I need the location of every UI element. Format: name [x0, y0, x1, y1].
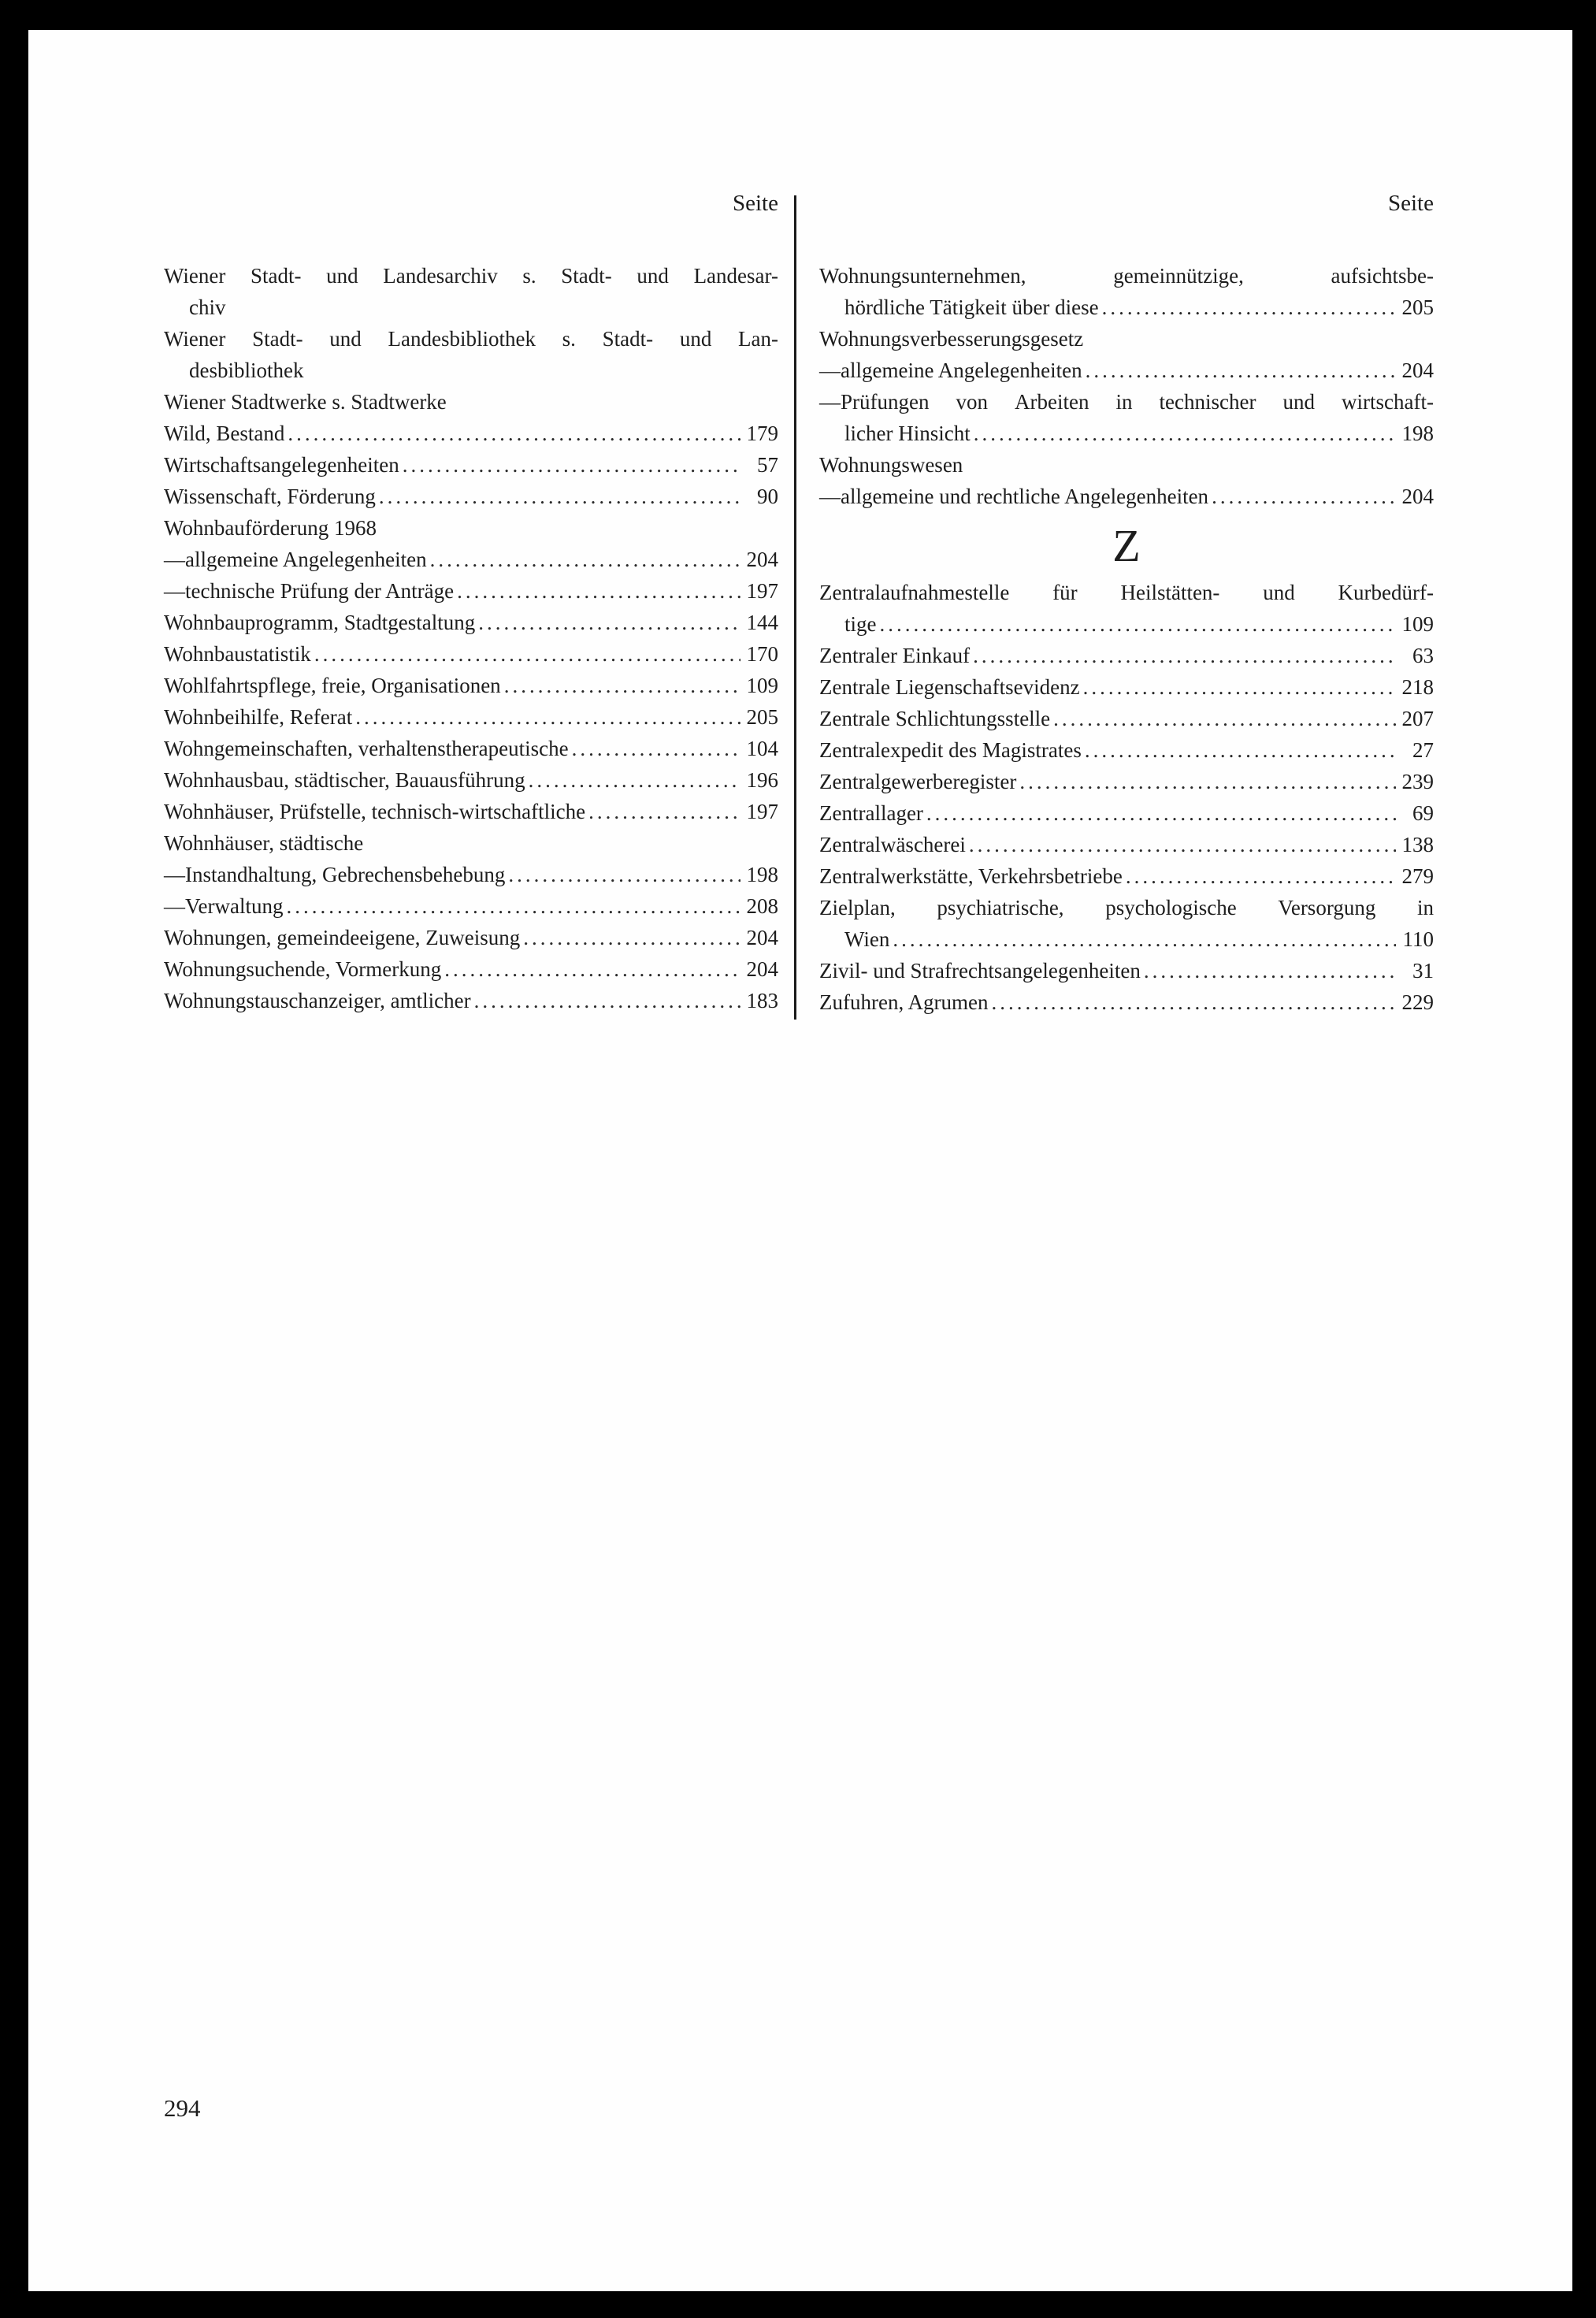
entry-line	[164, 512, 778, 544]
entry-text: Zentralgewerberegister	[819, 770, 1017, 793]
entry-line	[164, 701, 778, 733]
entry-word: für	[1052, 581, 1078, 604]
entry-text: Zentrallager	[819, 801, 923, 825]
entry-text: Wohnhäuser, städtische	[164, 831, 364, 855]
index-entry	[164, 512, 778, 544]
entry-page-number: 196	[746, 768, 778, 792]
entry-continuation-line	[819, 608, 1434, 640]
entry-first-line	[164, 323, 778, 355]
entry-page-number: 205	[1401, 295, 1434, 319]
index-entry	[164, 575, 778, 607]
dot-leader	[403, 449, 740, 481]
entry-text: Wiener Stadtwerke s. Stadtwerke	[164, 390, 447, 414]
entry-page-number: 204	[1401, 358, 1434, 382]
dot-leader	[286, 890, 740, 922]
entry-word: Landesbibliothek	[388, 327, 536, 351]
entry-page-number: 208	[746, 894, 778, 918]
page-number: 294	[164, 2094, 201, 2122]
dot-leader	[1102, 292, 1396, 323]
entry-word: Stadt-	[602, 327, 654, 351]
entry-text: Wild, Bestand	[164, 422, 285, 445]
entry-page-number: 179	[746, 422, 778, 445]
entry-word: aufsichtsbe-	[1331, 264, 1434, 288]
dot-leader	[880, 608, 1397, 640]
index-entry	[819, 955, 1434, 986]
entry-first-line	[164, 260, 778, 292]
index-entry	[164, 481, 778, 512]
entry-word: Landesarchiv	[383, 264, 498, 288]
entry-word: Versorgung	[1278, 896, 1376, 919]
column-divider	[794, 195, 796, 1020]
entry-page-number: 57	[757, 453, 778, 477]
entry-word: und	[637, 264, 669, 288]
index-entry	[164, 922, 778, 953]
entry-line	[164, 418, 778, 449]
entry-text: Wohnbaustatistik	[164, 642, 311, 666]
entry-text: —allgemeine und rechtliche Angelegenheiten	[819, 485, 1209, 508]
dot-leader	[355, 701, 740, 733]
entry-page-number: 144	[746, 611, 778, 634]
entry-continuation-line	[819, 923, 1434, 955]
entry-text: Wohnungsverbesserungsgesetz	[819, 327, 1084, 351]
index-entry	[164, 796, 778, 827]
entry-word: und	[679, 327, 712, 351]
entry-line	[164, 733, 778, 764]
entry-page-number: 218	[1401, 675, 1434, 699]
index-entry	[164, 890, 778, 922]
dot-leader	[523, 922, 740, 953]
entry-text: Wohnbauprogramm, Stadtgestaltung	[164, 611, 476, 634]
dot-leader	[926, 797, 1396, 829]
entry-text: —allgemeine Angelegenheiten	[164, 548, 427, 571]
entry-word: Stadt-	[251, 264, 302, 288]
right-entry-list	[819, 260, 1434, 1018]
entry-page-number: 90	[757, 485, 778, 508]
dot-leader	[973, 640, 1396, 671]
entry-page-number: 27	[1412, 738, 1434, 762]
index-entry	[164, 827, 778, 859]
index-entry	[164, 449, 778, 481]
entry-word: und	[329, 327, 362, 351]
dot-leader	[588, 796, 740, 827]
entry-text: —technische Prüfung der Anträge	[164, 579, 455, 603]
index-entry	[819, 386, 1434, 449]
entry-text: —Instandhaltung, Gebrechensbehebung	[164, 863, 506, 886]
dot-leader	[430, 544, 740, 575]
entry-continuation-text: Wien	[844, 927, 890, 951]
index-entry	[819, 797, 1434, 829]
index-entry	[819, 986, 1434, 1018]
entry-word: s.	[562, 327, 576, 351]
entry-page-number: 109	[1401, 612, 1434, 636]
entry-word: Stadt-	[561, 264, 612, 288]
entry-text: Wohnungstauschanzeiger, amtlicher	[164, 989, 471, 1012]
entry-first-line	[819, 577, 1434, 608]
entry-line	[164, 953, 778, 985]
index-entry	[164, 260, 778, 323]
dot-leader	[1083, 671, 1396, 703]
entry-word: Zielplan,	[819, 896, 896, 919]
entry-line	[164, 922, 778, 953]
entry-word: und	[326, 264, 358, 288]
entry-line	[819, 323, 1434, 355]
dot-leader	[314, 638, 740, 670]
entry-page-number: 204	[1401, 485, 1434, 508]
index-entry	[164, 607, 778, 638]
dot-leader	[974, 418, 1396, 449]
entry-line	[164, 796, 778, 827]
dot-leader	[529, 764, 740, 796]
entry-text: Zivil- und Strafrechtsangelegenheiten	[819, 959, 1141, 983]
index-entry	[819, 703, 1434, 734]
index-entry	[164, 544, 778, 575]
dot-leader	[1019, 766, 1396, 797]
index-entry	[819, 323, 1434, 355]
entry-line	[819, 955, 1434, 986]
entry-word: psychologische	[1105, 896, 1237, 919]
dot-leader	[1085, 734, 1396, 766]
entry-text: Wohnhäuser, Prüfstelle, technisch-wirtschaftliche	[164, 800, 586, 823]
index-entry	[164, 701, 778, 733]
entry-justified-text	[819, 386, 1434, 418]
entry-word: Kurbedürf-	[1338, 581, 1434, 604]
entry-text: Wissenschaft, Förderung	[164, 485, 376, 508]
entry-word: technischer	[1159, 390, 1256, 414]
entry-text: Wohnungsuchende, Vormerkung	[164, 957, 442, 981]
entry-line	[819, 734, 1434, 766]
entry-line	[819, 640, 1434, 671]
entry-word: s.	[522, 264, 536, 288]
index-entry	[164, 859, 778, 890]
entry-line	[819, 860, 1434, 892]
index-entry	[819, 860, 1434, 892]
dot-leader	[1086, 355, 1396, 386]
right-entries-w	[819, 260, 1434, 512]
seite-header-left: Seite	[733, 191, 778, 216]
entry-page-number: 279	[1401, 864, 1434, 888]
entry-page-number: 204	[746, 548, 778, 571]
index-entry	[819, 892, 1434, 955]
dot-leader	[991, 986, 1396, 1018]
entry-word: Arbeiten	[1015, 390, 1089, 414]
entry-page-number: 197	[746, 579, 778, 603]
entry-page-number: 138	[1401, 833, 1434, 856]
index-entry	[819, 829, 1434, 860]
entry-justified-text	[164, 323, 778, 355]
dot-leader	[504, 670, 740, 701]
entry-line	[164, 386, 778, 418]
dot-leader	[444, 953, 740, 985]
index-entry	[164, 985, 778, 1016]
entry-text: Zentralwerkstätte, Verkehrsbetriebe	[819, 864, 1123, 888]
entry-word: und	[1282, 390, 1315, 414]
entry-word: —Prüfungen	[819, 390, 930, 414]
dot-leader	[572, 733, 740, 764]
index-entry	[164, 323, 778, 386]
entry-word: und	[1263, 581, 1295, 604]
entry-text: Zentrale Liegenschaftsevidenz	[819, 675, 1080, 699]
index-entry	[819, 734, 1434, 766]
index-entry	[819, 640, 1434, 671]
entry-line	[164, 859, 778, 890]
dot-leader	[478, 607, 740, 638]
entry-text: Zentralexpedit des Magistrates	[819, 738, 1082, 762]
entry-line	[819, 703, 1434, 734]
index-entry	[819, 766, 1434, 797]
entry-line	[164, 638, 778, 670]
entry-word: in	[1115, 390, 1133, 414]
index-entry	[164, 953, 778, 985]
entry-line	[164, 764, 778, 796]
dot-leader	[508, 859, 740, 890]
entry-continuation-text: licher Hinsicht	[844, 422, 971, 445]
right-entries-z	[819, 577, 1434, 1018]
entry-text: Zentraler Einkauf	[819, 644, 971, 667]
entry-line	[819, 829, 1434, 860]
entry-continuation-line	[819, 292, 1434, 323]
entry-word: von	[956, 390, 988, 414]
entry-justified-text	[819, 260, 1434, 292]
entry-page-number: 229	[1401, 990, 1434, 1014]
index-entry	[819, 449, 1434, 481]
entry-page-number: 207	[1401, 707, 1434, 730]
entry-word: Lan-	[738, 327, 778, 351]
index-entry	[819, 577, 1434, 640]
entry-word: Wiener	[164, 327, 226, 351]
entry-page-number: 110	[1402, 927, 1434, 951]
entry-page-number: 31	[1412, 959, 1434, 983]
entry-word: wirtschaft-	[1342, 390, 1434, 414]
entry-page-number: 204	[746, 926, 778, 949]
index-page	[28, 30, 1572, 2291]
entry-line	[164, 449, 778, 481]
entry-page-number: 69	[1412, 801, 1434, 825]
entry-text: Zufuhren, Agrumen	[819, 990, 989, 1014]
entry-page-number: 204	[746, 957, 778, 981]
entry-line	[819, 986, 1434, 1018]
entry-line	[819, 449, 1434, 481]
seite-header-right: Seite	[1388, 191, 1434, 216]
entry-line	[819, 671, 1434, 703]
dot-leader	[1212, 481, 1396, 512]
dot-leader	[1144, 955, 1396, 986]
entry-word: Wohnungsunternehmen,	[819, 264, 1026, 288]
entry-word: Stadt-	[252, 327, 303, 351]
entry-line	[164, 575, 778, 607]
index-entry	[164, 418, 778, 449]
entry-text: —allgemeine Angelegenheiten	[819, 358, 1082, 382]
entry-continuation-line	[819, 418, 1434, 449]
entry-continuation-text: chiv	[189, 295, 226, 319]
entry-line	[164, 481, 778, 512]
entry-text: Zentralwäscherei	[819, 833, 966, 856]
entry-page-number: 239	[1401, 770, 1434, 793]
dot-leader	[288, 418, 740, 449]
entry-line	[164, 827, 778, 859]
dot-leader	[379, 481, 740, 512]
entry-word: in	[1416, 896, 1434, 919]
entry-text: Wohnhausbau, städtischer, Bauausführung	[164, 768, 525, 792]
entry-line	[819, 481, 1434, 512]
entry-first-line	[819, 260, 1434, 292]
index-entry	[164, 386, 778, 418]
entry-page-number: 183	[746, 989, 778, 1012]
entry-text: —Verwaltung	[164, 894, 284, 918]
entry-text: Wirtschaftsangelegenheiten	[164, 453, 399, 477]
entry-line	[164, 607, 778, 638]
dot-leader	[969, 829, 1396, 860]
dot-leader	[457, 575, 740, 607]
entry-word: Landesar-	[693, 264, 778, 288]
entry-line	[164, 670, 778, 701]
entry-word: Wiener	[164, 264, 226, 288]
dot-leader	[893, 923, 1396, 955]
entry-continuation-text: tige	[844, 612, 877, 636]
index-entry	[819, 260, 1434, 323]
dot-leader	[1053, 703, 1396, 734]
entry-first-line	[819, 892, 1434, 923]
index-entry	[164, 638, 778, 670]
entry-text: Wohlfahrtspflege, freie, Organisationen	[164, 674, 501, 697]
entry-text: Zentrale Schlichtungsstelle	[819, 707, 1051, 730]
entry-text: Wohnungen, gemeindeeigene, Zuweisung	[164, 926, 521, 949]
entry-justified-text	[819, 892, 1434, 923]
entry-page-number: 63	[1412, 644, 1434, 667]
index-entry	[164, 764, 778, 796]
entry-continuation-line	[164, 292, 778, 323]
dot-leader	[1126, 860, 1396, 892]
index-entry	[819, 671, 1434, 703]
entry-word: Heilstätten-	[1120, 581, 1220, 604]
entry-text: Wohnbeihilfe, Referat	[164, 705, 353, 729]
index-entry	[819, 481, 1434, 512]
entry-word: gemeinnützige,	[1113, 264, 1244, 288]
entry-line	[164, 890, 778, 922]
entry-page-number: 197	[746, 800, 778, 823]
entry-continuation-line	[164, 355, 778, 386]
entry-page-number: 109	[746, 674, 778, 697]
entry-line	[164, 544, 778, 575]
index-entry	[164, 733, 778, 764]
entry-continuation-text: desbibliothek	[189, 358, 304, 382]
entry-line	[819, 797, 1434, 829]
entry-line	[819, 355, 1434, 386]
entry-page-number: 198	[1401, 422, 1434, 445]
entry-justified-text	[164, 260, 778, 292]
index-entry	[819, 355, 1434, 386]
entry-line	[819, 766, 1434, 797]
entry-word: Zentralaufnahmestelle	[819, 581, 1010, 604]
index-entry	[164, 670, 778, 701]
left-entry-list	[164, 260, 778, 1016]
entry-text: Wohnungswesen	[819, 453, 963, 477]
entry-page-number: 104	[746, 737, 778, 760]
entry-page-number: 205	[746, 705, 778, 729]
entry-line	[164, 985, 778, 1016]
entry-text: Wohngemeinschaften, verhaltenstherapeutische	[164, 737, 569, 760]
entry-text: Wohnbauförderung 1968	[164, 516, 377, 540]
entry-word: psychiatrische,	[937, 896, 1064, 919]
entry-continuation-text: hördliche Tätigkeit über diese	[844, 295, 1099, 319]
dot-leader	[474, 985, 740, 1016]
entry-page-number: 198	[746, 863, 778, 886]
entry-justified-text	[819, 577, 1434, 608]
entry-first-line	[819, 386, 1434, 418]
entry-page-number: 170	[746, 642, 778, 666]
section-letter-z: Z	[1112, 520, 1141, 571]
